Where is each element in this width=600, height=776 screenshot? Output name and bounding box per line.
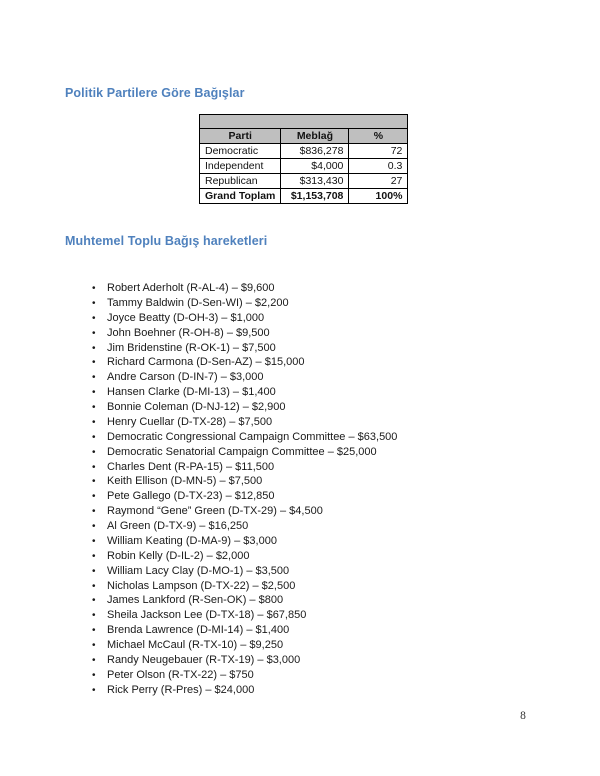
- list-item: [92, 593, 397, 608]
- amount-cell: $1,153,708: [281, 189, 349, 204]
- page-number: 8: [520, 710, 526, 722]
- bullet-icon: •: [92, 669, 96, 681]
- party-cell: Independent: [200, 159, 281, 174]
- list-item-text: Robert Aderholt (R-AL-4) – $9,600: [107, 282, 275, 294]
- percent-cell: 72: [349, 144, 408, 159]
- list-item: [92, 474, 397, 489]
- list-item: [92, 564, 397, 579]
- list-item: [92, 385, 397, 400]
- party-cell: Republican: [200, 174, 281, 189]
- column-header-meblag: Meblağ: [281, 129, 349, 144]
- bullet-icon: •: [92, 283, 96, 294]
- list-item-text: Hansen Clarke (D-MI-13) – $1,400: [107, 386, 276, 399]
- bullet-icon: •: [92, 312, 96, 324]
- bullet-icon: •: [92, 610, 96, 622]
- list-item-text: Charles Dent (R-PA-15) – $11,500: [107, 460, 275, 473]
- bullet-icon: •: [92, 446, 96, 458]
- list-item-text: Richard Carmona (D-Sen-AZ) – $15,000: [107, 356, 305, 369]
- column-header-pct: %: [349, 129, 408, 144]
- party-table-body: [200, 115, 408, 204]
- amount-cell: $4,000: [281, 159, 349, 174]
- list-item: [92, 430, 397, 445]
- list-item-text: Henry Cuellar (D-TX-28) – $7,500: [107, 415, 273, 428]
- list-item: [92, 489, 397, 504]
- percent-cell: 0.3: [349, 159, 408, 174]
- bullet-icon: •: [92, 476, 96, 488]
- list-item: [92, 668, 397, 683]
- list-item-text: Brenda Lawrence (D-MI-14) – $1,400: [107, 624, 290, 637]
- amount-cell: $313,430: [281, 174, 349, 189]
- percent-cell: 27: [349, 174, 408, 189]
- table-row: [200, 159, 408, 174]
- bullet-icon: •: [92, 327, 96, 339]
- list-item: [92, 504, 397, 519]
- list-item-text: Joyce Beatty (D-OH-3) – $1,000: [107, 311, 265, 324]
- bullet-icon: •: [92, 580, 96, 592]
- bullet-icon: •: [92, 595, 96, 607]
- list-item: [92, 549, 397, 564]
- list-item: [92, 341, 397, 356]
- list-item: [92, 638, 397, 653]
- list-item-text: Michael McCaul (R-TX-10) – $9,250: [107, 639, 284, 651]
- bullet-icon: •: [92, 521, 96, 532]
- list-item: [92, 370, 397, 385]
- bullet-icon: •: [92, 654, 96, 666]
- list-item-text: Robin Kelly (D-IL-2) – $2,000: [107, 549, 250, 562]
- list-item-text: Sheila Jackson Lee (D-TX-18) – $67,850: [107, 609, 307, 622]
- list-item: [92, 415, 397, 430]
- list-item: [92, 653, 397, 668]
- list-item: [92, 326, 397, 341]
- bullet-icon: •: [92, 461, 96, 473]
- bullet-icon: •: [92, 565, 96, 577]
- list-item-text: Al Green (D-TX-9) – $16,250: [107, 520, 249, 532]
- bullet-icon: •: [92, 357, 96, 369]
- bullet-icon: •: [92, 297, 96, 309]
- list-item-text: Peter Olson (R-TX-22) – $750: [107, 668, 254, 681]
- list-item-text: Keith Ellison (D-MN-5) – $7,500: [107, 475, 263, 488]
- bullet-icon: •: [92, 431, 96, 443]
- list-item: [92, 534, 397, 549]
- percent-cell: 100%: [349, 189, 408, 204]
- bullet-icon: •: [92, 416, 96, 428]
- bullet-icon: •: [92, 640, 96, 651]
- list-item-text: William Lacy Clay (D-MO-1) – $3,500: [107, 564, 290, 577]
- table-row: [200, 174, 408, 189]
- table-spacer-row: [200, 115, 408, 129]
- column-header-parti: Parti: [200, 129, 281, 144]
- bullet-icon: •: [92, 535, 96, 547]
- list-item: [92, 519, 397, 534]
- list-item: [92, 281, 397, 296]
- bullet-icon: •: [92, 684, 96, 696]
- list-item: [92, 460, 397, 475]
- table-header-row: [200, 129, 408, 144]
- list-item-text: Bonnie Coleman (D-NJ-12) – $2,900: [107, 401, 286, 413]
- list-item-text: Tammy Baldwin (D-Sen-WI) – $2,200: [107, 296, 289, 309]
- amount-cell: $836,278: [281, 144, 349, 159]
- list-item: [92, 445, 397, 460]
- list-item-text: Nicholas Lampson (D-TX-22) – $2,500: [107, 579, 296, 592]
- list-item: [92, 296, 397, 311]
- list-item: [92, 400, 397, 415]
- list-item: [92, 623, 397, 638]
- list-item-text: Democratic Congressional Campaign Committee – $63,500: [107, 430, 398, 443]
- bullet-icon: •: [92, 625, 96, 637]
- list-item-text: Pete Gallego (D-TX-23) – $12,850: [107, 490, 275, 503]
- list-item-text: Andre Carson (D-IN-7) – $3,000: [107, 371, 264, 384]
- list-item: [92, 355, 397, 370]
- bullet-icon: •: [92, 550, 96, 562]
- list-item: [92, 683, 397, 698]
- table-row: [200, 144, 408, 159]
- party-cell: Democratic: [200, 144, 281, 159]
- bullet-icon: •: [92, 387, 96, 399]
- table-spacer-cell: [200, 115, 408, 129]
- list-item-text: Jim Bridenstine (R-OK-1) – $7,500: [107, 341, 276, 354]
- bullet-icon: •: [92, 506, 96, 518]
- list-item: [92, 311, 397, 326]
- party-cell: Grand Toplam: [200, 189, 281, 204]
- list-item: [92, 608, 397, 623]
- list-item-text: Raymond “Gene” Green (D-TX-29) – $4,500: [107, 505, 323, 518]
- list-item-text: Randy Neugebauer (R-TX-19) – $3,000: [107, 653, 301, 666]
- list-item: [92, 579, 397, 594]
- bullet-icon: •: [92, 342, 96, 354]
- list-item-text: William Keating (D-MA-9) – $3,000: [107, 534, 277, 547]
- bullet-icon: •: [92, 402, 96, 413]
- list-item-text: Rick Perry (R-Pres) – $24,000: [107, 683, 255, 696]
- bullet-icon: •: [92, 372, 96, 384]
- heading-donations-by-party: Politik Partilere Göre Bağışlar: [65, 86, 245, 100]
- table-total-row: [200, 189, 408, 204]
- bullet-icon: •: [92, 491, 96, 503]
- heading-bulk-donation-moves: Muhtemel Toplu Bağış hareketleri: [65, 234, 268, 248]
- party-donations-table: [199, 114, 408, 204]
- list-item-text: John Boehner (R-OH-8) – $9,500: [107, 326, 270, 339]
- list-item-text: Democratic Senatorial Campaign Committee – $25,000: [107, 445, 377, 458]
- donation-bullet-list: [92, 281, 397, 698]
- list-item-text: James Lankford (R-Sen-OK) – $800: [107, 594, 284, 607]
